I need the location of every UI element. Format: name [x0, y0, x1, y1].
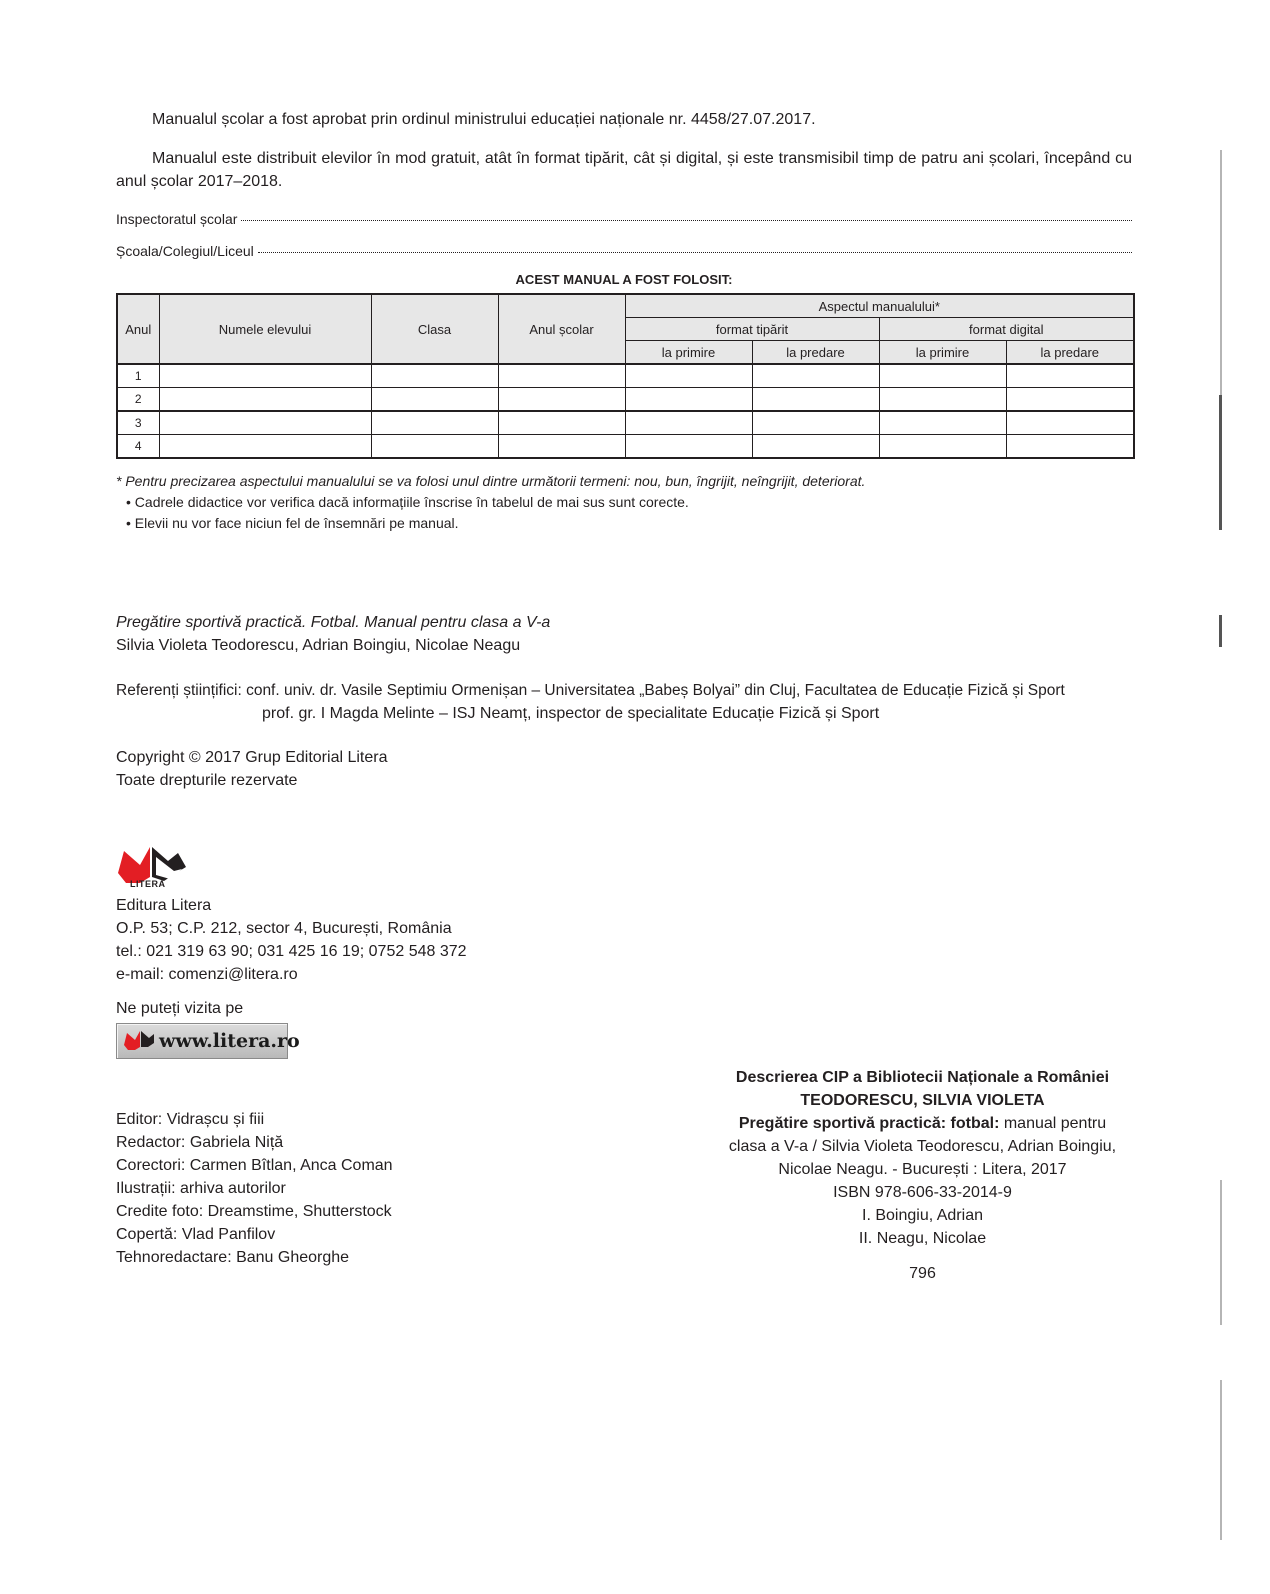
cell-digital-received[interactable]: [879, 364, 1006, 388]
credit-illustrations: Ilustrații: arhiva autorilor: [116, 1180, 286, 1197]
staff-credits: [116, 1108, 393, 1269]
cell-school-year[interactable]: [498, 388, 625, 412]
cell-student-name[interactable]: [159, 411, 371, 435]
copyright: Copyright © 2017 Grup Editorial Litera: [116, 749, 388, 766]
cell-printed-returned[interactable]: [752, 411, 879, 435]
cell-student-name[interactable]: [159, 435, 371, 459]
cip-author: TEODORESCU, SILVIA VIOLETA: [800, 1092, 1045, 1109]
cell-school-year[interactable]: [498, 435, 625, 459]
table-row: [117, 388, 1134, 412]
cell-printed-received[interactable]: [625, 435, 752, 459]
student-note: • Elevii nu vor face niciun fel de însemnări pe manual.: [126, 515, 459, 531]
header-aspect: Aspectul manualului*: [625, 294, 1134, 318]
cip-classification-code: 796: [909, 1265, 936, 1282]
distribution-note: Manualul este distribuit elevilor în mod gratuit, atât în format tipărit, cât și digital, și este transmisibil timp de patru ani școlari, începând cu anul școlar 2017–2018.: [116, 150, 1132, 190]
credit-typesetting: Tehnoredactare: Banu Gheorghe: [116, 1249, 350, 1266]
header-digital-format: format digital: [879, 318, 1134, 341]
cip-heading: Descrierea CIP a Bibliotecii Naționale a României: [735, 1069, 1110, 1086]
dotted-line: [258, 252, 1132, 253]
header-printed-format: format tipărit: [625, 318, 879, 341]
website-link[interactable]: [116, 1023, 300, 1059]
publisher-name: Editura Litera: [116, 897, 212, 914]
usage-table: [116, 293, 1135, 459]
cell-digital-returned[interactable]: [1006, 411, 1134, 435]
cell-student-name[interactable]: [159, 388, 371, 412]
cell-digital-received[interactable]: [879, 435, 1006, 459]
cell-school-year[interactable]: [498, 411, 625, 435]
cip-description: [700, 1066, 1145, 1285]
cell-digital-returned[interactable]: [1006, 388, 1134, 412]
row-number: 2: [117, 388, 159, 412]
cell-school-year[interactable]: [498, 364, 625, 388]
cip-entry-1: I. Boingiu, Adrian: [862, 1207, 983, 1224]
teacher-note: • Cadrele didactice vor verifica dacă informațiile înscrise în tabelul de mai sus sunt corecte.: [126, 494, 689, 510]
row-number: 1: [117, 364, 159, 388]
dotted-line: [241, 220, 1132, 221]
margin-tick: [1219, 395, 1222, 530]
table-row: [117, 411, 1134, 435]
margin-rule: [1220, 1180, 1222, 1325]
publisher-address: O.P. 53; C.P. 212, sector 4, București, România: [116, 920, 452, 937]
margin-rule: [1220, 1380, 1222, 1540]
header-year: Anul: [117, 294, 159, 364]
header-digital-received: la primire: [879, 341, 1006, 365]
publisher-phones: tel.: 021 319 63 90; 031 425 16 19; 0752 548 372: [116, 943, 467, 960]
cip-line-4: Nicolae Neagu. - București : Litera, 2017: [778, 1161, 1067, 1178]
cell-class[interactable]: [371, 411, 498, 435]
table-row: [117, 435, 1134, 459]
referents-line-1: Referenți științifici: conf. univ. dr. Vasile Septimiu Ormenișan – Universitatea „Babeș Bolyai” din Cluj, Facultatea de Educație Fizică și Sport: [116, 682, 1065, 699]
cell-class[interactable]: [371, 435, 498, 459]
cell-digital-returned[interactable]: [1006, 435, 1134, 459]
header-student-name: Numele elevului: [159, 294, 371, 364]
cip-title-line: [700, 1112, 1145, 1135]
credit-photos: Credite foto: Dreamstime, Shutterstock: [116, 1203, 392, 1220]
website-url: www.litera.ro: [159, 1030, 300, 1052]
header-printed-received: la primire: [625, 341, 752, 365]
header-class: Clasa: [371, 294, 498, 364]
litera-logo: [116, 843, 188, 893]
header-school-year: Anul școlar: [498, 294, 625, 364]
book-title: Pregătire sportivă practică. Fotbal. Manual pentru clasa a V-a: [116, 614, 551, 631]
cip-title-rest: manual pentru: [999, 1115, 1107, 1132]
credit-redactor: Redactor: Gabriela Niță: [116, 1134, 284, 1151]
cell-student-name[interactable]: [159, 364, 371, 388]
cip-line-3: clasa a V-a / Silvia Violeta Teodorescu, Adrian Boingiu,: [728, 1138, 1117, 1155]
visit-label: Ne puteți vizita pe: [116, 1000, 244, 1017]
rights-reserved: Toate drepturile rezervate: [116, 772, 298, 789]
cip-title: Pregătire sportivă practică: fotbal:: [738, 1115, 1000, 1132]
cip-entry-2: II. Neagu, Nicolae: [858, 1230, 987, 1247]
cell-class[interactable]: [371, 364, 498, 388]
cell-class[interactable]: [371, 388, 498, 412]
book-authors: Silvia Violeta Teodorescu, Adrian Boingiu, Nicolae Neagu: [116, 637, 521, 654]
cell-printed-returned[interactable]: [752, 388, 879, 412]
credit-cover: Copertă: Vlad Panfilov: [116, 1226, 276, 1243]
credit-editor: Editor: Vidrașcu și fiii: [116, 1111, 265, 1128]
row-number: 4: [117, 435, 159, 459]
cell-printed-returned[interactable]: [752, 364, 879, 388]
cell-printed-received[interactable]: [625, 364, 752, 388]
cell-digital-returned[interactable]: [1006, 364, 1134, 388]
cell-printed-received[interactable]: [625, 411, 752, 435]
credit-proofreaders: Corectori: Carmen Bîtlan, Anca Coman: [116, 1157, 393, 1174]
cell-digital-received[interactable]: [879, 388, 1006, 412]
approval-order: Manualul școlar a fost aprobat prin ordinul ministrului educației naționale nr. 4458/27.07.2017.: [152, 111, 816, 128]
header-digital-returned: la predare: [1006, 341, 1134, 365]
cip-isbn: ISBN 978-606-33-2014-9: [833, 1184, 1012, 1201]
publisher-email: e-mail: comenzi@litera.ro: [116, 966, 298, 983]
header-printed-returned: la predare: [752, 341, 879, 365]
cell-printed-received[interactable]: [625, 388, 752, 412]
table-row: [117, 364, 1134, 388]
row-number: 3: [117, 411, 159, 435]
margin-tick: [1219, 615, 1222, 647]
litera-logo-text: LITERA: [130, 879, 166, 889]
litera-small-logo-icon: [123, 1029, 155, 1053]
referents-line-2: prof. gr. I Magda Melinte – ISJ Neamț, inspector de specialitate Educație Fizică și Sport: [262, 705, 880, 722]
cell-printed-returned[interactable]: [752, 435, 879, 459]
aspect-footnote: * Pentru precizarea aspectului manualului se va folosi unul dintre următorii termeni: nou, bun, îngrijit, neîngrijit, deteriorat.: [116, 473, 866, 489]
table-title: ACEST MANUAL A FOST FOLOSIT:: [515, 272, 733, 287]
school-field: [116, 243, 1132, 259]
cell-digital-received[interactable]: [879, 411, 1006, 435]
inspectorate-label: Inspectoratul școlar: [116, 211, 238, 227]
school-label: Școala/Colegiul/Liceul: [116, 243, 254, 259]
inspectorate-field: [116, 211, 1132, 227]
